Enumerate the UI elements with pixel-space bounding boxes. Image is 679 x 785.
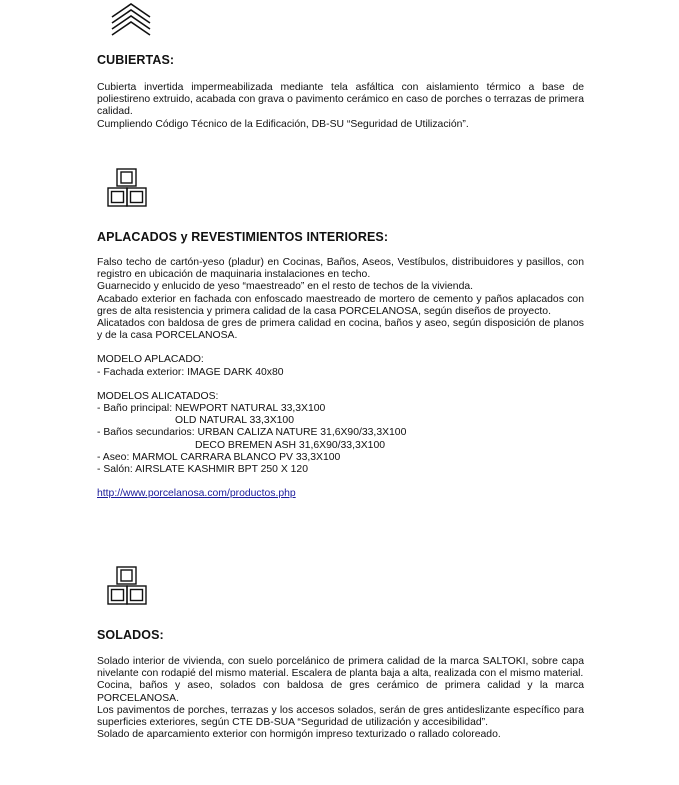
solados-paragraph-1: Solado interior de vivienda, con suelo porcelánico de primera calidad de la marca SALTOKI, sobre capa nivelante con rodapié del mismo material. Escalera de planta baja a alta, realizada con el mismo material.: [97, 656, 584, 680]
aplacados-title: APLACADOS y REVESTIMIENTOS INTERIORES:: [97, 230, 389, 244]
aplacados-paragraph-1: Falso techo de cartón-yeso (pladur) en Cocinas, Baños, Aseos, Vestíbulos, distribuidores y pasillos, con registro en ubicación de maquinaria instalaciones en techo.: [97, 257, 584, 281]
cubiertas-body: [97, 82, 584, 131]
porcelanosa-link[interactable]: http://www.porcelanosa.com/productos.php: [97, 488, 296, 500]
alicatado-line-4: DECO BREMEN ASH 31,6X90/33,3X100: [195, 439, 386, 451]
cubiertas-title: CUBIERTAS:: [97, 53, 175, 67]
solados-title: SOLADOS:: [97, 628, 164, 642]
alicatado-line-1: - Baño principal: NEWPORT NATURAL 33,3X100: [97, 403, 326, 415]
solados-paragraph-4: Solado de aparcamiento exterior con hormigón impreso texturizado o rallado coloreado.: [97, 729, 501, 741]
alicatado-line-3: - Baños secundarios: URBAN CALIZA NATURE 31,6X90/33,3X100: [97, 427, 407, 439]
modelo-aplacado-line: - Fachada exterior: IMAGE DARK 40x80: [97, 366, 284, 378]
solados-paragraph-3: Los pavimentos de porches, terrazas y los accesos solados, serán de gres antideslizante específico para superficies exteriores, según CTE DB-SUA “Seguridad de utilización y accesibilidad”.: [97, 704, 584, 729]
roof-chevrons-icon: [108, 2, 154, 38]
solados-paragraph-2: Cocina, baños y aseo, solados con baldosa de gres cerámico de primera calidad y la marca PORCELANOSA.: [97, 680, 584, 704]
aplacados-paragraph-3: Acabado exterior en fachada con enfoscado maestreado de mortero de cemento y paños aplacados con gres de alta resistencia y primera calidad de la casa PORCELANOSA, según diseños de proyecto.: [97, 293, 584, 317]
alicatado-line-6: - Salón: AIRSLATE KASHMIR BPT 250 X 120: [97, 464, 308, 476]
alicatado-line-2: OLD NATURAL 33,3X100: [175, 415, 294, 427]
modelo-aplacado-heading: MODELO APLACADO:: [97, 354, 204, 366]
alicatado-line-5: - Aseo: MARMOL CARRARA BLANCO PV 33,3X100: [97, 451, 341, 463]
stacked-blocks-icon: [107, 168, 147, 208]
modelos-alicatados-heading: MODELOS ALICATADOS:: [97, 390, 219, 402]
aplacados-body: [97, 257, 584, 500]
cubiertas-paragraph-1: Cubierta invertida impermeabilizada mediante tela asfáltica con aislamiento térmico a base de poliestireno extruido, acabada con grava o pavimento cerámico en caso de porches o terrazas de primera calidad.: [97, 82, 584, 118]
solados-body: [97, 656, 584, 741]
stacked-blocks-icon: [107, 566, 147, 606]
aplacados-paragraph-2: Guarnecido y enlucido de yeso “maestreado” en el resto de techos de la vivienda.: [97, 281, 474, 293]
cubiertas-paragraph-2: Cumpliendo Código Técnico de la Edificación, DB-SU “Seguridad de Utilización”.: [97, 118, 469, 130]
aplacados-paragraph-4: Alicatados con baldosa de gres de primera calidad en cocina, baños y aseo, según disposición de planos y de la casa PORCELANOSA.: [97, 318, 584, 342]
